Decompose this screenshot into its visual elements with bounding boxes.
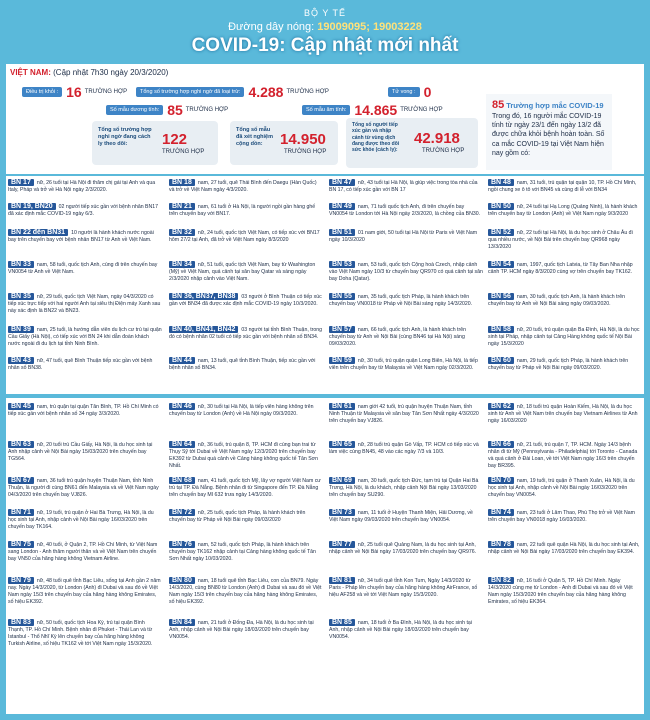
case-card <box>169 402 323 438</box>
case-id: BN 56 <box>488 293 514 300</box>
case-id: BN 43 <box>8 357 34 364</box>
case-text: nam, 1997, quốc tịch Latvia, từ Tây Ban Nha nhập cảnh TP. HCM ngày 8/3/2020 cùng vợ trên chuyến bay TK162. <box>488 262 633 276</box>
stat-quarantine-box <box>92 121 218 165</box>
case-card <box>329 402 483 438</box>
case-card <box>488 228 642 258</box>
case-id: BN 34 <box>169 261 195 268</box>
stat-value: 122 <box>162 131 188 148</box>
case-text: nam, 36 tuổi trú quận huyện Thuận Nam, tỉnh Ninh Thuận, là người đi cùng BN61 đến Malaysia và về Việt Nam ngày 04/3/2020 trên chuyến bay VJ826. <box>8 478 159 499</box>
case-id: BN 69 <box>329 477 355 484</box>
case-id: BN 66 <box>488 441 514 448</box>
case-card <box>169 476 323 506</box>
case-text: nữ, 16 tuổi ở Quận 5, TP. Hồ Chí Minh. Ngày 14/3/2020 cùng mẹ từ London - Anh đi Dubai và sau đó về Việt Nam ngày 15/3/2020 trên chuyến bay của hãng hàng không Emirates, số hiệu EK364. <box>488 578 633 605</box>
case-card <box>169 325 323 353</box>
case-card <box>8 476 162 506</box>
case-text: nam, 53 tuổi, quốc tịch Cộng hoà Czech, nhập cảnh vào Việt Nam ngày 10/3 từ chuyến bay QR970 có quá cảnh tại sân bay Doha (Qatar). <box>329 262 483 283</box>
summary-heading: Trường hợp mắc COVID-19 <box>506 101 604 110</box>
case-card <box>488 202 642 226</box>
case-card <box>329 540 483 574</box>
case-text: nam giới 42 tuổi, trú quận huyện Thuận Nam, tỉnh Ninh Thuận từ Malaysia về sân bay Tân Sơn Nhất ngày 4/3/2020 trên chuyến bay VJ826. <box>329 404 479 425</box>
case-card <box>329 576 483 616</box>
case-text: nam, 22 tuổi quê quận Hà Nội, là du học sinh tại Anh, nhập cảnh về Nội Bài ngày 17/03/2020 trên chuyến bay EK394. <box>488 542 640 556</box>
cases-summary-note <box>486 94 612 170</box>
case-card <box>329 178 483 200</box>
stat-recovered <box>22 84 127 100</box>
case-card <box>169 576 323 616</box>
stat-deaths <box>388 84 431 100</box>
case-text: nam, 19 tuổi, trú quận ở Thanh Xuân, Hà Nội, là du học sinh tại Anh, nhập cảnh về Nội Bài ngày 16/03/2020 trên chuyến bay VN0054. <box>488 478 635 499</box>
stat-negative <box>302 102 443 118</box>
case-id: BN 32 <box>169 229 195 236</box>
stat-value: 4.288 <box>248 84 284 100</box>
case-id: BN 49 <box>329 203 355 210</box>
case-card <box>8 618 162 662</box>
case-card <box>169 440 323 474</box>
case-text: nam, 58 tuổi, quốc tịch Anh, cùng đi trên chuyến bay VN0054 từ Anh về Việt Nam. <box>8 262 158 276</box>
case-id: BN 78 <box>488 541 514 548</box>
case-text: nữ, 48 tuổi quê tỉnh Bạc Liêu, sống tại Anh gần 2 năm nay. Ngày 14/3/2020, từ London (Anh) đi Dubai và sau đó về Việt Nam ngày 15/3 trên chuyến bay của hãng hàng không Emirates, số hiệu EK392. <box>8 578 161 605</box>
case-card <box>8 356 162 382</box>
case-id: BN 47 <box>329 179 355 186</box>
stat-unit: TRƯỜNG HỢP <box>422 148 465 154</box>
case-id: BN 33 <box>8 261 34 268</box>
case-card <box>169 356 323 382</box>
case-card <box>488 402 642 438</box>
case-id: BN 68 <box>169 477 195 484</box>
case-text: nam, 30 tuổi, quốc tịch Anh, là hành khách trên chuyến bay từ Anh về Nội Bài sáng ngày 09/03/2020. <box>488 294 625 308</box>
case-text: 02 người tiếp xúc gần với bệnh nhân BN17 đã xác định mắc COVID-19 ngày 6/3. <box>8 204 159 218</box>
case-card <box>8 440 162 474</box>
case-id: BN 64 <box>169 441 195 448</box>
case-card <box>169 202 323 226</box>
case-text: nam, 11 tuổi ở Huyện Thanh Miện, Hải Dương, về Việt Nam ngày 09/03/2020 trên chuyến bay VN0054. <box>329 510 473 524</box>
case-card <box>8 540 162 574</box>
stat-excluded <box>136 84 329 100</box>
case-id: BN 76 <box>169 541 195 548</box>
stat-monitoring-box <box>346 118 478 168</box>
update-line <box>10 68 168 77</box>
case-text: nam, 35 tuổi, quốc tịch Pháp, là hành khách trên chuyến bay VN0018 từ Pháp về Nội Bài sáng ngày 14/3/2020. <box>329 294 473 308</box>
case-grid <box>6 176 644 714</box>
case-card <box>8 576 162 616</box>
case-id: BN 40, BN41, BN42 <box>169 326 238 333</box>
stat-positive <box>106 102 228 118</box>
case-card <box>329 325 483 353</box>
case-text: nữ, 24 tuổi, quốc tịch Việt Nam, có tiếp xúc với BN17 hôm 27/2 tại Anh, đã trở về Việt Nam ngày 8/3/2020 <box>169 230 320 244</box>
case-card <box>488 325 642 353</box>
case-card <box>329 260 483 290</box>
stat-unit: TRƯỜNG HỢP <box>400 107 443 113</box>
case-id: BN 44 <box>169 357 195 364</box>
case-id: BN 22 đến BN31 <box>8 229 68 236</box>
case-text: nam, 29 tuổi, quốc tịch Pháp, là hành khách trên chuyến bay từ Pháp về Nội Bài ngày 09/03/2020. <box>488 358 629 372</box>
case-id: BN 80 <box>169 577 195 584</box>
case-text: nam, 31 tuổi, trú quận tại quận 10, TP. Hồ Chí Minh, ngồi chung xe ô tô với BN45 và cùng đi lễ với BN34 <box>488 180 637 194</box>
case-text: nam, 21 tuổi ở Đống Đa, Hà Nội, là du học sinh tại Anh, nhập cảnh về Nội Bài ngày 18/03/2020 trên chuyến bay VN0054. <box>169 620 314 641</box>
case-text: nam, 25 tuổi, là hướng dẫn viên du lịch cư trú tại quận Cầu Giấy (Hà Nội), có tiếp xúc với BN 24 khi dẫn đoàn khách nước ngoài đi du lịch tại tỉnh Ninh Bình. <box>8 327 162 348</box>
summary-body: Trong đó, 16 người mắc COVID-19 tính từ ngày 23/1 đến ngày 13/2 đã được chữa khỏi bệnh hoàn toàn. Số ca mắc COVID-19 tại Việt Nam hiện nay gồm có: <box>492 113 605 157</box>
case-text: nam, 18 tuổi ở Ba Đình, Hà Nội, là du học sinh tại Anh, nhập cảnh về Nội Bài ngày 18/03/2020 trên chuyến bay VN0054. <box>329 620 472 641</box>
case-id: BN 83 <box>8 619 34 626</box>
case-card <box>8 178 162 200</box>
hotline-label: Đường dây nóng: <box>228 21 315 33</box>
case-text: nam, 23 tuổi ở Lâm Thao, Phú Thọ trở về Việt Nam trên chuyến bay VN0018 ngày 16/03/2020. <box>488 510 635 524</box>
case-id: BN 35 <box>8 293 34 300</box>
stat-label: Số mẫu âm tính: <box>302 105 350 115</box>
case-text: nữ, 30 tuổi, trú quận quận Long Biên, Hà Nội, là tiếp viên trên chuyến bay từ Malaysia về Việt Nam ngày 02/3/2020. <box>329 358 478 372</box>
case-text: 10 người là hành khách nước ngoài bay trên chuyến bay với bệnh nhân BN17 từ Anh về Việt Nam. <box>8 230 154 244</box>
case-id: BN 53 <box>329 261 355 268</box>
case-text: 01 nam giới, 50 tuổi tại Hà Nội từ Paris về Việt Nam ngày 10/3/2020 <box>329 230 478 244</box>
case-id: BN 17 <box>8 179 34 186</box>
case-card <box>329 356 483 382</box>
update-country: VIỆT NAM: <box>10 68 51 77</box>
summary-number: 85 <box>492 99 505 111</box>
case-id: BN 19, BN20 <box>8 203 56 210</box>
stat-label: Tổng số người tiếp xúc gần và nhập cảnh từ vùng dịch đang được theo dõi sức khỏe (cách ly): <box>352 122 400 153</box>
case-text: nam, 61 tuổi ở Hà Nội, là người ngồi gần hàng ghế trên chuyến bay với BN17. <box>169 204 316 218</box>
stat-value: 42.918 <box>414 130 460 147</box>
case-id: BN 46 <box>169 403 195 410</box>
case-card <box>329 202 483 226</box>
stat-label: Điều trị khỏi : <box>22 87 62 97</box>
case-text: nữ, 21 tuổi, trú quận 7, TP. HCM. Ngày 14/3 bệnh nhân đi từ Mỹ (Pennsylvania - Philadelphia) tới Toronto - Canada và quá cảnh ở Đài Loan, về tới Việt Nam ngày 16/3 trên chuyến bay BR395. <box>488 442 638 469</box>
case-card <box>488 440 642 474</box>
case-id: BN 74 <box>488 509 514 516</box>
stat-value: 85 <box>167 102 183 118</box>
case-id: BN 67 <box>8 477 34 484</box>
case-card <box>8 402 162 438</box>
stat-label: Số mẫu dương tính: <box>106 105 163 115</box>
stat-unit: TRƯỜNG HỢP <box>286 89 329 95</box>
case-card <box>8 228 162 258</box>
case-text: nữ, 18 tuổi trú quận Hoàn Kiếm, Hà Nội, là du học sinh từ Anh về Việt Nam trên chuyến bay Vietnam Airlines từ Anh ngày 16/03/2020 <box>488 404 638 425</box>
case-text: nam, 30 tuổi, quốc tịch Đức, tạm trú tại Quận Hai Bà Trưng, Hà Nội, là du khách, nhập cảnh Nội Bài ngày 13/03/2020 trên chuyến bay SU290. <box>329 478 479 499</box>
update-time: (Cập nhật 7h30 ngày 20/3/2020) <box>53 68 169 77</box>
case-id: BN 21 <box>169 203 195 210</box>
case-id: BN 72 <box>169 509 195 516</box>
case-id: BN 55 <box>329 293 355 300</box>
case-text: nữ, 20 tuổi trú Cầu Giấy, Hà Nội, là du học sinh tại Anh nhập cảnh về Nội Bài ngày 15/03/2020 trên chuyến bay TG564. <box>8 442 153 463</box>
case-text: nam, 66 tuổi, quốc tịch Anh, là hành khách trên chuyến bay từ Anh về Nội Bài (cùng BN46 tại Hà Nội) sáng 09/03/2020. <box>329 327 466 348</box>
case-text: nữ, 25 tuổi quê Quảng Nam, là du học sinh tại Anh, nhập cảnh về Nội Bài ngày 17/03/2020 trên chuyến bay QR976. <box>329 542 477 556</box>
stat-unit: TRƯỜNG HỢP <box>185 107 229 113</box>
case-card <box>169 292 323 322</box>
case-text: nữ, 34 tuổi quê tỉnh Kon Tum, Ngày 14/3/2020 từ Paris - Pháp lên chuyến bay của hãng hàng không AirFrance, số hiệu AF258 và về tới Việt Nam ngày 15/3/2020. <box>329 578 478 599</box>
case-card <box>488 540 642 574</box>
page-title: COVID-19: Cập nhật mới nhất <box>191 35 459 56</box>
case-card <box>329 508 483 538</box>
ministry-name: BỘ Y TẾ <box>303 8 347 18</box>
case-card <box>329 228 483 258</box>
stat-value: 16 <box>66 84 82 100</box>
case-id: BN 84 <box>169 619 195 626</box>
case-card <box>488 356 642 382</box>
case-card <box>329 618 483 662</box>
case-text: nữ, 28 tuổi trú quận Gò Vấp, TP. HCM có tiếp xúc và làm việc cùng BN45, 48 vào các ngày 7/3 và 10/3. <box>329 442 479 456</box>
case-card <box>329 440 483 474</box>
case-card <box>329 476 483 506</box>
case-id: BN 71 <box>8 509 34 516</box>
stat-label: Tổng số mẫu đã xét nghiệm cộng dồn: <box>236 127 273 147</box>
case-text: nữ, 47 tuổi, quê Bình Thuận tiếp xúc gần với bệnh nhân số BN38. <box>8 358 153 372</box>
case-card <box>169 228 323 258</box>
case-text: nam, 27 tuổi, quê Thái Bình đến Daegu (Hàn Quốc) và trở về Việt Nam ngày 4/3/2020. <box>169 180 317 194</box>
header <box>0 0 650 62</box>
case-text: nam, 52 tuổi, quốc tịch Pháp, là hành khách trên chuyến bay TK162 nhập cảnh tại Cảng hàng không quốc tế Tân Sơn Nhất ngày 10/03/2020. <box>169 542 316 563</box>
case-id: BN 54 <box>488 261 514 268</box>
case-id: BN 77 <box>329 541 355 548</box>
case-id: BN 62 <box>488 403 514 410</box>
case-text: nữ, 25 tuổi, quốc tịch Pháp, là hành khách trên chuyến bay từ Pháp về Nội Bài ngày 09/03/2020 <box>169 510 306 524</box>
case-id: BN 75 <box>8 541 34 548</box>
stat-value: 14.950 <box>280 131 326 148</box>
case-card <box>169 260 323 290</box>
section-divider <box>6 394 644 398</box>
case-card <box>169 540 323 574</box>
case-text: nữ, 30 tuổi tại Hà Nội, là tiếp viên hàng không trên chuyến bay từ London (Anh) về Hà Nội ngày 09/3/2020. <box>169 404 314 418</box>
case-id: BN 39 <box>8 326 34 333</box>
case-id: BN 73 <box>329 509 355 516</box>
stat-value: 0 <box>423 84 432 100</box>
case-text: nữ, 22 tuổi tại Hà Nội, là du học sinh ở Châu Âu đi qua nhiều nước, về Nội Bài trên chuyến bay QR968 ngày 13/3/2020 <box>488 230 633 251</box>
case-id: BN 57 <box>329 326 355 333</box>
case-card <box>8 508 162 538</box>
case-text: nam, 18 tuổi quê tỉnh Bạc Liêu, con của BN79. Ngày 14/3/2020, cùng BN80 từ London (Anh) đi Dubai và sau đó về Việt Nam ngày 15/3 trên chuyến bay của hãng hàng không Emirates, số hiệu EK392. <box>169 578 322 605</box>
case-text: 03 người ở Bình Thuận có tiếp xúc gần với BN34 đã được xác định mắc COVID-19 ngày 10/3/2020. <box>169 294 322 308</box>
case-id: BN 51 <box>329 229 355 236</box>
case-id: BN 61 <box>329 403 355 410</box>
case-text: nữ, 40 tuổi, ở Quận 2, TP. Hồ Chí Minh, từ Việt Nam sang London - Anh thăm người thân và về Việt Nam trên chuyến bay VN50 của hãng hàng không Vietnam Airline. <box>8 542 158 563</box>
case-id: BN 81 <box>329 577 355 584</box>
case-text: nữ, 20 tuổi, trú quận quận Ba Đình, Hà Nội, là du học sinh tại Pháp, nhập cảnh tại Cảng Hàng không quốc tế Nội Bài ngày 15/3/2020 <box>488 327 640 348</box>
stat-label: Tử vong : <box>388 87 420 97</box>
case-text: nữ, 51 tuổi, quốc tịch Việt Nam, bay từ Washington (Mỹ) về Việt Nam, quá cảnh tại sân bay Qatar và sáng ngày 2/3/2020 nhập cảnh vào Việt Nam. <box>169 262 316 283</box>
stat-tests-box <box>230 121 338 165</box>
stat-value: 14.865 <box>354 102 398 118</box>
case-card <box>488 508 642 538</box>
case-id: BN 18 <box>169 179 195 186</box>
stat-unit: TRƯỜNG HỢP <box>162 149 205 155</box>
stat-unit: TRƯỜNG HỢP <box>84 89 128 95</box>
case-text: nữ, 29 tuổi, quốc tịch Việt Nam, ngày 04/3/2020 có tiếp xúc trực tiếp với hai người Anh tại siêu thị Điện máy Xanh sau này xác định là BN22 và BN23. <box>8 294 161 315</box>
case-id: BN 36, BN37, BN38 <box>169 293 238 300</box>
case-id: BN 82 <box>488 577 514 584</box>
case-card <box>488 476 642 506</box>
stat-label: Tổng số trường hợp nghi ngờ đã loại trừ: <box>136 87 244 97</box>
case-card <box>8 260 162 290</box>
stat-label: Tổng số trường hợp nghi ngờ đang cách ly theo dõi: <box>98 127 152 147</box>
stat-unit: TRƯỜNG HỢP <box>284 149 327 155</box>
case-id: BN 70 <box>488 477 514 484</box>
case-id: BN 52 <box>488 229 514 236</box>
case-text: nữ, 50 tuổi, quốc tịch Hoa Kỳ, trú tại quận Bình Thạnh, TP. Hồ Chí Minh. Bệnh nhân đi Phuket - Thái Lan và từ Istanbul - Thổ Nhĩ Kỳ lên chuyến bay của hãng hàng không Turkish Airline, số hiệu TK162 về tới Việt Nam ngày 15/3/2020. <box>8 620 153 647</box>
case-id: BN 63 <box>8 441 34 448</box>
case-text: nữ, 36 tuổi, trú quận 8, TP. HCM đi cùng bạn trai từ Thụy Sỹ tới Dubai về Việt Nam ngày 12/3/2020 trên chuyến bay EK392 từ Dubai quá cảnh về Cảng hàng không quốc tế Tân Sơn Nhất. <box>169 442 318 469</box>
case-id: BN 79 <box>8 577 34 584</box>
case-id: BN 45 <box>8 403 34 410</box>
case-text: 03 người tại tỉnh Bình Thuận, trong đó có bệnh nhân 02 tuổi có tiếp xúc gần với bệnh nhân số BN34. <box>169 327 323 341</box>
case-card <box>329 292 483 322</box>
case-text: nữ, 26 tuổi tại Hà Nội đi thăm chị gái tại Anh và qua Italy, Pháp và trở về Hà Nội ngày 2/3/2020. <box>8 180 156 194</box>
case-id: BN 50 <box>488 203 514 210</box>
case-id: BN 58 <box>488 326 514 333</box>
case-card <box>488 292 642 322</box>
case-card <box>169 508 323 538</box>
case-text: nữ, 19 tuổi, trú quận ở Hai Bà Trưng, Hà Nội, là du học sinh tại Anh, nhập cảnh về Nội Bài ngày 16/03/2020 trên chuyến bay TK164. <box>8 510 154 531</box>
case-card <box>8 325 162 353</box>
case-id: BN 85 <box>329 619 355 626</box>
case-text: nam, 71 tuổi quốc tịch Anh, đi trên chuyến bay VN0054 từ London tới Hà Nội ngày 2/3/2020, là chồng của BN30. <box>329 204 481 218</box>
hotline <box>0 21 650 33</box>
case-card <box>488 178 642 200</box>
case-card <box>488 260 642 290</box>
case-text: nam, 41 tuổi, quốc tịch Mỹ, lây vợ người Việt Nam cư trú tại TP. Đà Nẵng. Bệnh nhân đi từ Singapore đến TP. Đà Nẵng trên chuyến bay MI 632 trưa ngày 14/3/2020. <box>169 478 321 499</box>
case-id: BN 65 <box>329 441 355 448</box>
case-card <box>169 178 323 200</box>
case-id: BN 48 <box>488 179 514 186</box>
case-text: nam, trú quận tại quận Tân Bình, TP. Hồ Chí Minh có tiếp xúc gần với bệnh nhân số 34 ngày 3/3/2020. <box>8 404 159 418</box>
case-card <box>169 618 323 662</box>
case-text: nữ, 43 tuổi tại Hà Nội, là giúp việc trong tòa nhà của BN 17, có tiếp xúc gần với BN 17 <box>329 180 478 194</box>
hotline-numbers: 19009095; 19003228 <box>317 21 422 33</box>
case-text: nam, 13 tuổi, quê tỉnh Bình Thuận, tiếp xúc gần với bệnh nhân số BN34. <box>169 358 316 372</box>
case-card <box>8 202 162 226</box>
case-id: BN 60 <box>488 357 514 364</box>
case-card <box>8 292 162 322</box>
case-card <box>488 576 642 616</box>
case-text: nữ, 24 tuổi tại Hạ Long (Quảng Ninh), là hành khách trên chuyến bay từ London (Anh) về Việt Nam ngày 9/3/2020 <box>488 204 638 218</box>
case-id: BN 59 <box>329 357 355 364</box>
